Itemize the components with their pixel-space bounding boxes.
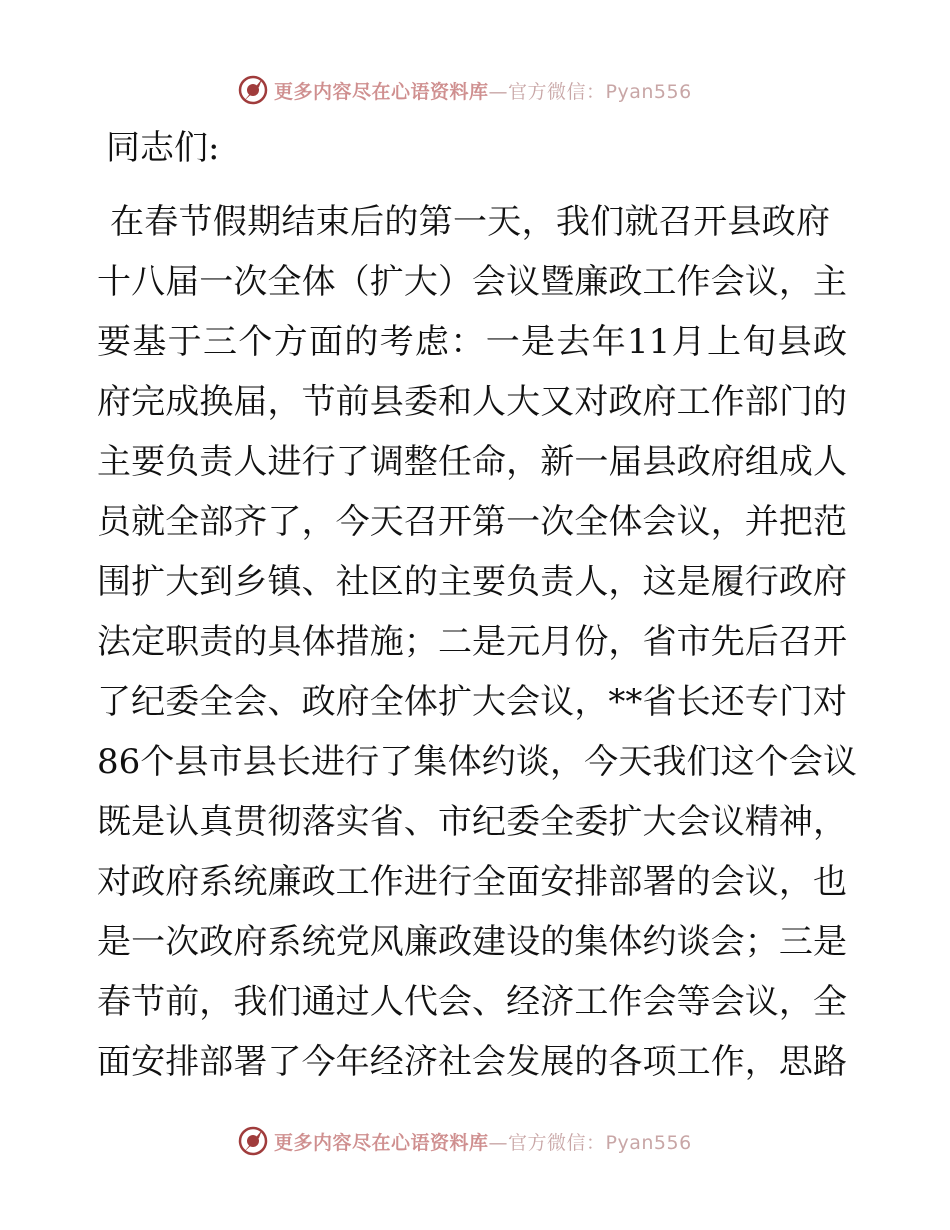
watermark-text [274, 77, 692, 104]
watermark-separator: — [488, 1131, 509, 1154]
paragraph-line: 是一次政府系统党风廉政建设的集体约谈会；三是 [97, 922, 847, 962]
paragraph-line: 十八届一次全体（扩大）会议暨廉政工作会议，主 [97, 262, 847, 302]
paragraph-line: 员就全部齐了，今天召开第一次全体会议，并把范 [97, 502, 847, 542]
paragraph-line: 对政府系统廉政工作进行全面安排部署的会议，也 [97, 862, 847, 902]
salutation: 同志们: [106, 128, 220, 168]
quill-logo-icon [236, 1124, 270, 1158]
paragraph-line: 春节前，我们通过人代会、经济工作会等会议，全 [97, 982, 847, 1022]
quill-logo-icon [236, 73, 270, 107]
paragraph-line: 要基于三个方面的考虑：一是去年11月上旬县政 [97, 322, 847, 362]
paragraph-line: 86个县市县长进行了集体约谈，今天我们这个会议 [97, 742, 857, 782]
watermark-brand: 更多内容尽在心语资料库 [274, 80, 489, 103]
paragraph-line: 府完成换届，节前县委和人大又对政府工作部门的 [97, 382, 847, 422]
footer-watermark [236, 1123, 692, 1159]
watermark-contact: 官方微信：Pyan556 [508, 1131, 692, 1154]
watermark-contact: 官方微信：Pyan556 [508, 80, 692, 103]
paragraph-line: 法定职责的具体措施；二是元月份，省市先后召开 [97, 622, 847, 662]
watermark-text [274, 1128, 692, 1155]
watermark-separator: — [488, 80, 509, 103]
watermark-brand: 更多内容尽在心语资料库 [274, 1131, 489, 1154]
header-watermark [236, 72, 692, 108]
paragraph-line: 围扩大到乡镇、社区的主要负责人，这是履行政府 [97, 562, 847, 602]
paragraph-line: 面安排部署了今年经济社会发展的各项工作，思路 [97, 1042, 847, 1082]
paragraph-line: 主要负责人进行了调整任命，新一届县政府组成人 [97, 442, 847, 482]
paragraph-line: 了纪委全会、政府全体扩大会议，**省长还专门对 [97, 682, 847, 722]
paragraph-line: 在春节假期结束后的第一天，我们就召开县政府 [110, 202, 830, 242]
paragraph-line: 既是认真贯彻落实省、市纪委全委扩大会议精神， [97, 802, 847, 842]
